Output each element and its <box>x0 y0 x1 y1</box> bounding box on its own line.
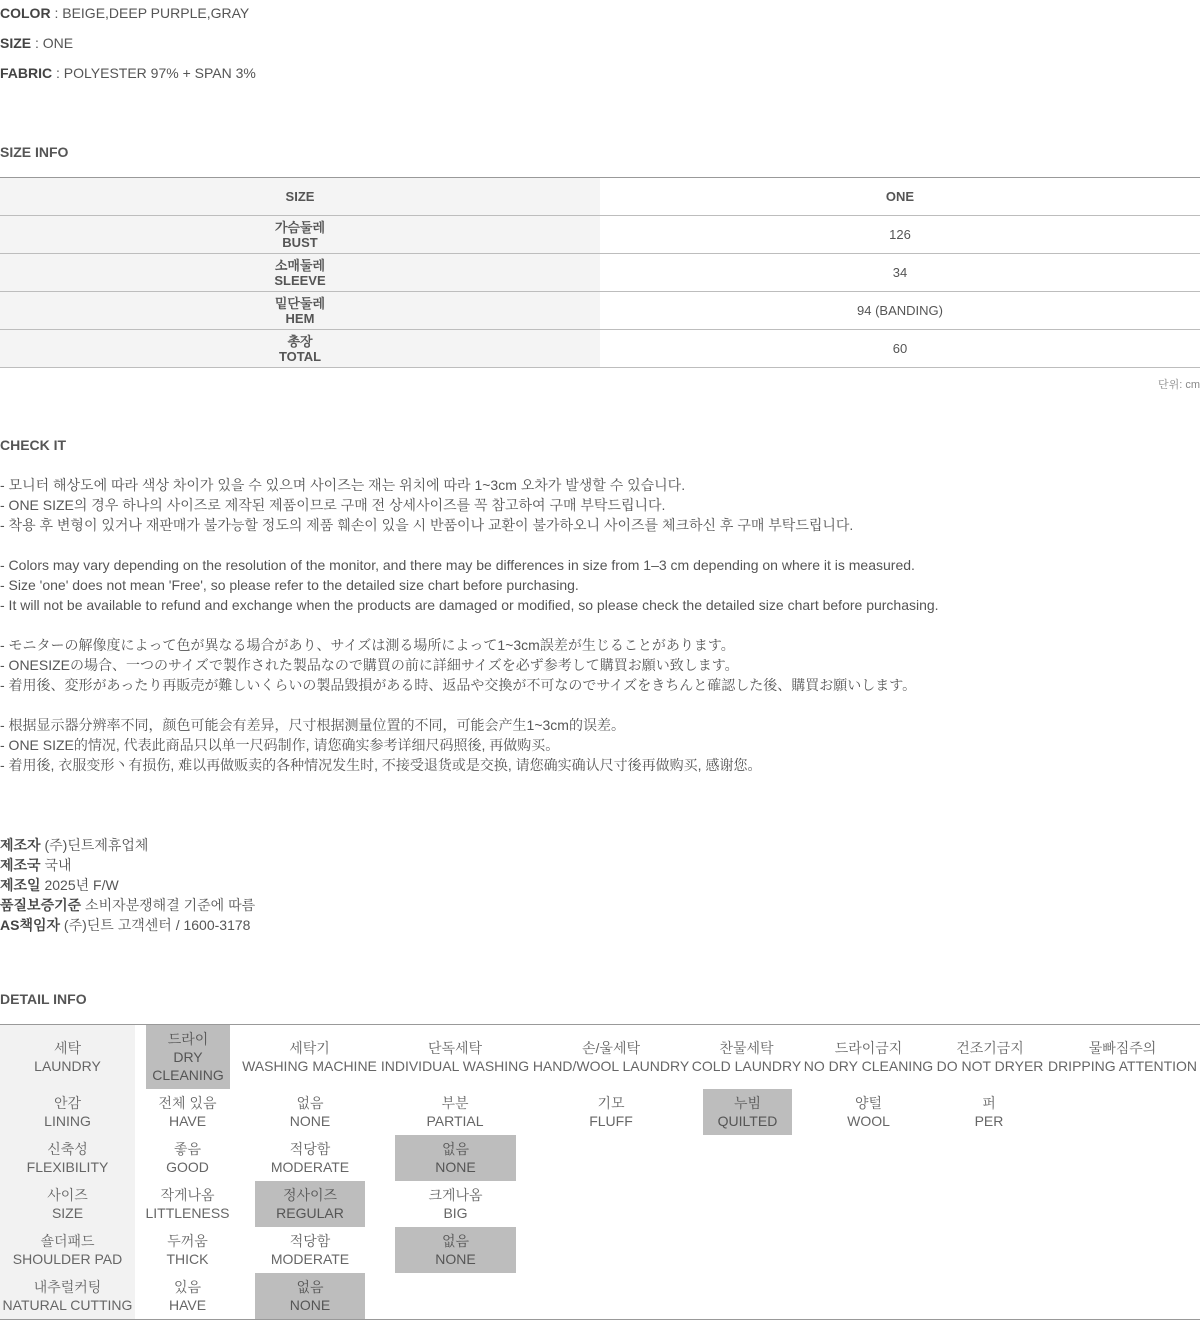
detail-option <box>693 1025 800 1089</box>
detail-row-label-ko: 세탁 <box>53 1040 82 1056</box>
note-ja-2: - ONESIZEの場合、一つのサイズで製作された製品なので購買の前に詳細サイズを必ず参考して購買お願い致します。 <box>0 657 739 673</box>
note-ja-1: - モニターの解像度によって色が異なる場合があり、サイズは測る場所によって1~3cm誤差が生じることがあります。 <box>0 637 735 653</box>
detail-option-ko: 두꺼움 <box>167 1233 208 1249</box>
detail-option <box>240 1025 379 1089</box>
detail-option-selected <box>395 1227 516 1273</box>
detail-option-en: FLUFF <box>589 1113 633 1129</box>
maker-row <box>0 875 255 895</box>
detail-option <box>937 1025 1043 1089</box>
detail-option-ko: 드라이 <box>167 1031 209 1047</box>
note-ko-1: - 모니터 해상도에 따라 색상 차이가 있을 수 있으며 사이즈는 재는 위치에 따라 1~3cm 오차가 발생할 수 있습니다. <box>0 477 686 493</box>
size-row-label-ko: 밑단둘레 <box>274 295 326 311</box>
size-row-label <box>0 330 600 368</box>
detail-row-label-ko: 안감 <box>53 1095 82 1111</box>
size-row-label <box>0 254 600 292</box>
detail-option-ko: 단독세탁 <box>427 1040 483 1056</box>
detail-option-ko: 퍼 <box>982 1095 996 1111</box>
maker-key: 제조국 <box>0 857 41 873</box>
detail-option <box>531 1025 691 1089</box>
detail-option-selected <box>395 1135 516 1181</box>
size-table-header <box>0 178 1200 216</box>
detail-option-ko: 크게나옴 <box>428 1187 483 1203</box>
detail-option-ko: 부분 <box>441 1095 469 1111</box>
size-row <box>0 216 1200 254</box>
detail-option-en: DRY <box>173 1049 203 1065</box>
detail-option <box>381 1025 529 1089</box>
note-ko-3: - 착용 후 변형이 있거나 재판매가 불가능할 정도의 제품 훼손이 있을 시 반품이나 교환이 불가하오니 사이즈를 체크하신 후 구매 부탁드립니다. <box>0 517 854 533</box>
size-unit-note: 단위: cm <box>1157 379 1200 391</box>
detail-row-label <box>0 1025 135 1089</box>
detail-info-title: DETAIL INFO <box>0 991 87 1007</box>
note-en-3: - It will not be available to refund and exchange when the products are damaged or modified, so please check the detailed size chart before purchasing. <box>0 597 939 613</box>
detail-option-ko: 찬물세탁 <box>719 1040 774 1056</box>
detail-option-ko: 없음 <box>296 1279 324 1295</box>
detail-option-ko: 드라이금지 <box>834 1040 903 1056</box>
spec-size <box>0 35 73 51</box>
detail-option-en: INDIVIDUAL WASHING <box>380 1058 530 1074</box>
detail-option-en: HAVE <box>168 1297 207 1313</box>
detail-option-en-line2: CLEANING <box>152 1067 224 1083</box>
detail-option-en: DRIPPING ATTENTION <box>1047 1058 1198 1074</box>
detail-option-en: HAND/WOOL LAUNDRY <box>532 1058 690 1074</box>
detail-option <box>135 1089 240 1135</box>
detail-option-ko: 좋음 <box>173 1141 202 1157</box>
size-row <box>0 292 1200 330</box>
detail-option <box>937 1089 1041 1135</box>
detail-option-ko: 건조기금지 <box>956 1040 1024 1056</box>
size-row <box>0 330 1200 368</box>
detail-option <box>135 1181 240 1227</box>
detail-row-label-en: SIZE <box>51 1205 84 1221</box>
detail-option-en: QUILTED <box>717 1113 778 1129</box>
size-row-label-en: BUST <box>282 234 318 250</box>
maker-key: AS책임자 <box>0 917 61 933</box>
detail-row-label-en: LAUNDRY <box>34 1058 101 1074</box>
spec-color-value: : BEIGE,DEEP PURPLE,GRAY <box>54 5 250 21</box>
detail-option-ko: 누빔 <box>733 1095 762 1111</box>
note-ko-2: - ONE SIZE의 경우 하나의 사이즈로 제작된 제품이므로 구매 전 상세사이즈를 꼭 참고하여 구매 부탁드립니다. <box>0 497 666 513</box>
detail-option-en: GOOD <box>166 1159 209 1175</box>
detail-row-label-en: NATURAL CUTTING <box>2 1297 133 1313</box>
detail-option-en: HAVE <box>168 1113 207 1129</box>
spec-size-key: SIZE <box>0 35 32 51</box>
maker-key: 품질보증기준 <box>0 897 82 913</box>
detail-option-en: MODERATE <box>270 1159 350 1175</box>
size-info-title: SIZE INFO <box>0 144 69 160</box>
maker-value: (주)딘트제휴업체 <box>44 837 149 853</box>
size-row-value: 126 <box>600 216 1200 254</box>
size-header-value: ONE <box>600 178 1200 216</box>
size-table <box>0 177 1200 368</box>
detail-option-ko: 전체 있음 <box>158 1095 217 1111</box>
detail-option <box>255 1227 365 1273</box>
detail-row-label <box>0 1089 135 1135</box>
detail-option-ko: 없음 <box>296 1095 324 1111</box>
note-zh-1: - 根据显示器分辨率不同，颜色可能会有差异，尺寸根据测量位置的不同，可能会产生1~3cm的误差。 <box>0 717 625 733</box>
detail-option <box>802 1089 935 1135</box>
detail-option-ko: 없음 <box>441 1233 470 1249</box>
detail-option-en: COLD LAUNDRY <box>691 1058 802 1074</box>
size-row-label-en: SLEEVE <box>274 272 326 288</box>
check-it-title: CHECK IT <box>0 437 67 453</box>
spec-color <box>0 5 249 21</box>
maker-row <box>0 855 255 875</box>
detail-row-label-ko: 숄더패드 <box>40 1233 95 1249</box>
size-row-label-ko: 총장 <box>287 333 313 349</box>
note-en-1: - Colors may vary depending on the resolution of the monitor, and there may be differences in size from 1–3 cm depending on where it is measured. <box>0 557 915 573</box>
detail-option-ko: 기모 <box>597 1095 625 1111</box>
spec-fabric <box>0 65 256 81</box>
detail-option-ko: 물빠짐주의 <box>1088 1040 1157 1056</box>
size-row-value: 60 <box>600 330 1200 368</box>
maker-row <box>0 915 255 935</box>
maker-key: 제조자 <box>0 837 41 853</box>
detail-option-en: WOOL <box>847 1113 890 1129</box>
check-it-notes <box>0 475 939 775</box>
detail-row-label-ko: 사이즈 <box>47 1187 88 1203</box>
detail-row-label-en: FLEXIBILITY <box>26 1159 109 1175</box>
manufacturer-info <box>0 835 255 935</box>
detail-option-ko: 세탁기 <box>289 1040 330 1056</box>
note-en-2: - Size 'one' does not mean 'Free', so please refer to the detailed size chart before purchasing. <box>0 577 579 593</box>
detail-option-ko: 작게나옴 <box>160 1187 215 1203</box>
detail-row-label <box>0 1181 135 1227</box>
detail-option-selected <box>255 1181 365 1227</box>
size-row-label-ko: 소매둘레 <box>274 257 326 273</box>
maker-value: 소비자분쟁해결 기준에 따름 <box>85 897 256 913</box>
detail-option-en: NONE <box>435 1251 476 1267</box>
size-row-label-ko: 가슴둘레 <box>274 219 326 235</box>
detail-row-label-en: LINING <box>44 1113 91 1129</box>
note-zh-2: - ONE SIZE的情况, 代表此商品只以单一尺码制作, 请您确实参考详细尺码照後, 再做购买。 <box>0 737 560 753</box>
size-row-label-en: HEM <box>285 310 315 326</box>
detail-option-en: NO DRY CLEANING <box>803 1058 934 1074</box>
detail-option-en: WASHING MACHINE <box>242 1058 377 1074</box>
detail-info-grid <box>0 1024 1200 1320</box>
detail-option-en: BIG <box>443 1205 468 1221</box>
detail-option-en: REGULAR <box>276 1205 344 1221</box>
detail-option-en: LITTLENESS <box>145 1205 230 1221</box>
size-row-label-en: TOTAL <box>278 348 322 364</box>
spec-fabric-value: : POLYESTER 97% + SPAN 3% <box>56 65 256 81</box>
detail-option-en: NONE <box>435 1159 476 1175</box>
detail-option <box>395 1181 516 1227</box>
detail-option-en: NONE <box>289 1297 331 1313</box>
detail-option-ko: 손/울세탁 <box>582 1040 640 1056</box>
detail-option <box>1045 1025 1200 1089</box>
detail-option <box>135 1135 240 1181</box>
detail-option-en: DO NOT DRYER <box>936 1058 1044 1074</box>
size-row-label <box>0 292 600 330</box>
detail-option <box>802 1025 935 1089</box>
size-row-value: 34 <box>600 254 1200 292</box>
detail-option-en: MODERATE <box>270 1251 350 1267</box>
spec-size-value: : ONE <box>35 35 74 51</box>
detail-option-en: NONE <box>289 1113 331 1129</box>
size-row-label <box>0 216 600 254</box>
detail-option-en: THICK <box>166 1251 209 1267</box>
detail-row-label-ko: 신축성 <box>47 1141 88 1157</box>
detail-option-en: PARTIAL <box>426 1113 484 1129</box>
detail-row-label-en: SHOULDER PAD <box>12 1251 123 1267</box>
detail-row-label <box>0 1135 135 1181</box>
detail-option-selected <box>255 1273 365 1319</box>
spec-fabric-key: FABRIC <box>0 65 53 81</box>
maker-row <box>0 895 255 915</box>
note-zh-3: - 着用後, 衣服变形丶有损伤, 难以再做贩卖的各种情况发生时, 不接受退货或是交换, 请您确实确认尺寸後再做购买, 感谢您。 <box>0 757 762 773</box>
detail-option-ko: 적당함 <box>289 1233 331 1249</box>
detail-option-ko: 있음 <box>173 1279 202 1295</box>
detail-option <box>395 1089 515 1135</box>
detail-row-label-ko: 내추럴커팅 <box>33 1279 102 1295</box>
detail-option-ko: 적당함 <box>289 1141 331 1157</box>
detail-option <box>255 1135 365 1181</box>
size-row-value: 94 (BANDING) <box>600 292 1200 330</box>
note-ja-3: - 着用後、変形があったり再販売が難しいくらいの製品毀損がある時、返品や交換が不可なのでサイズをきちんと確認した後、購買お願いします。 <box>0 677 917 693</box>
detail-option-selected <box>703 1089 792 1135</box>
detail-option-ko: 정사이즈 <box>282 1187 338 1203</box>
maker-key: 제조일 <box>0 877 41 893</box>
detail-option-selected <box>146 1025 230 1089</box>
detail-option <box>135 1227 240 1273</box>
detail-option-ko: 없음 <box>441 1141 470 1157</box>
maker-value: (주)딘트 고객센터 / 1600-3178 <box>63 917 251 933</box>
detail-option <box>255 1089 365 1135</box>
detail-option-ko: 양털 <box>854 1095 883 1111</box>
maker-row <box>0 835 255 855</box>
size-header-label: SIZE <box>0 178 600 216</box>
detail-option-en: PER <box>974 1113 1004 1129</box>
detail-option <box>531 1089 691 1135</box>
spec-color-key: COLOR <box>0 5 51 21</box>
detail-option <box>135 1273 240 1319</box>
size-row <box>0 254 1200 292</box>
maker-value: 국내 <box>44 857 72 873</box>
maker-value: 2025년 F/W <box>44 877 119 893</box>
detail-row-label <box>0 1227 135 1273</box>
detail-row-label <box>0 1273 135 1319</box>
